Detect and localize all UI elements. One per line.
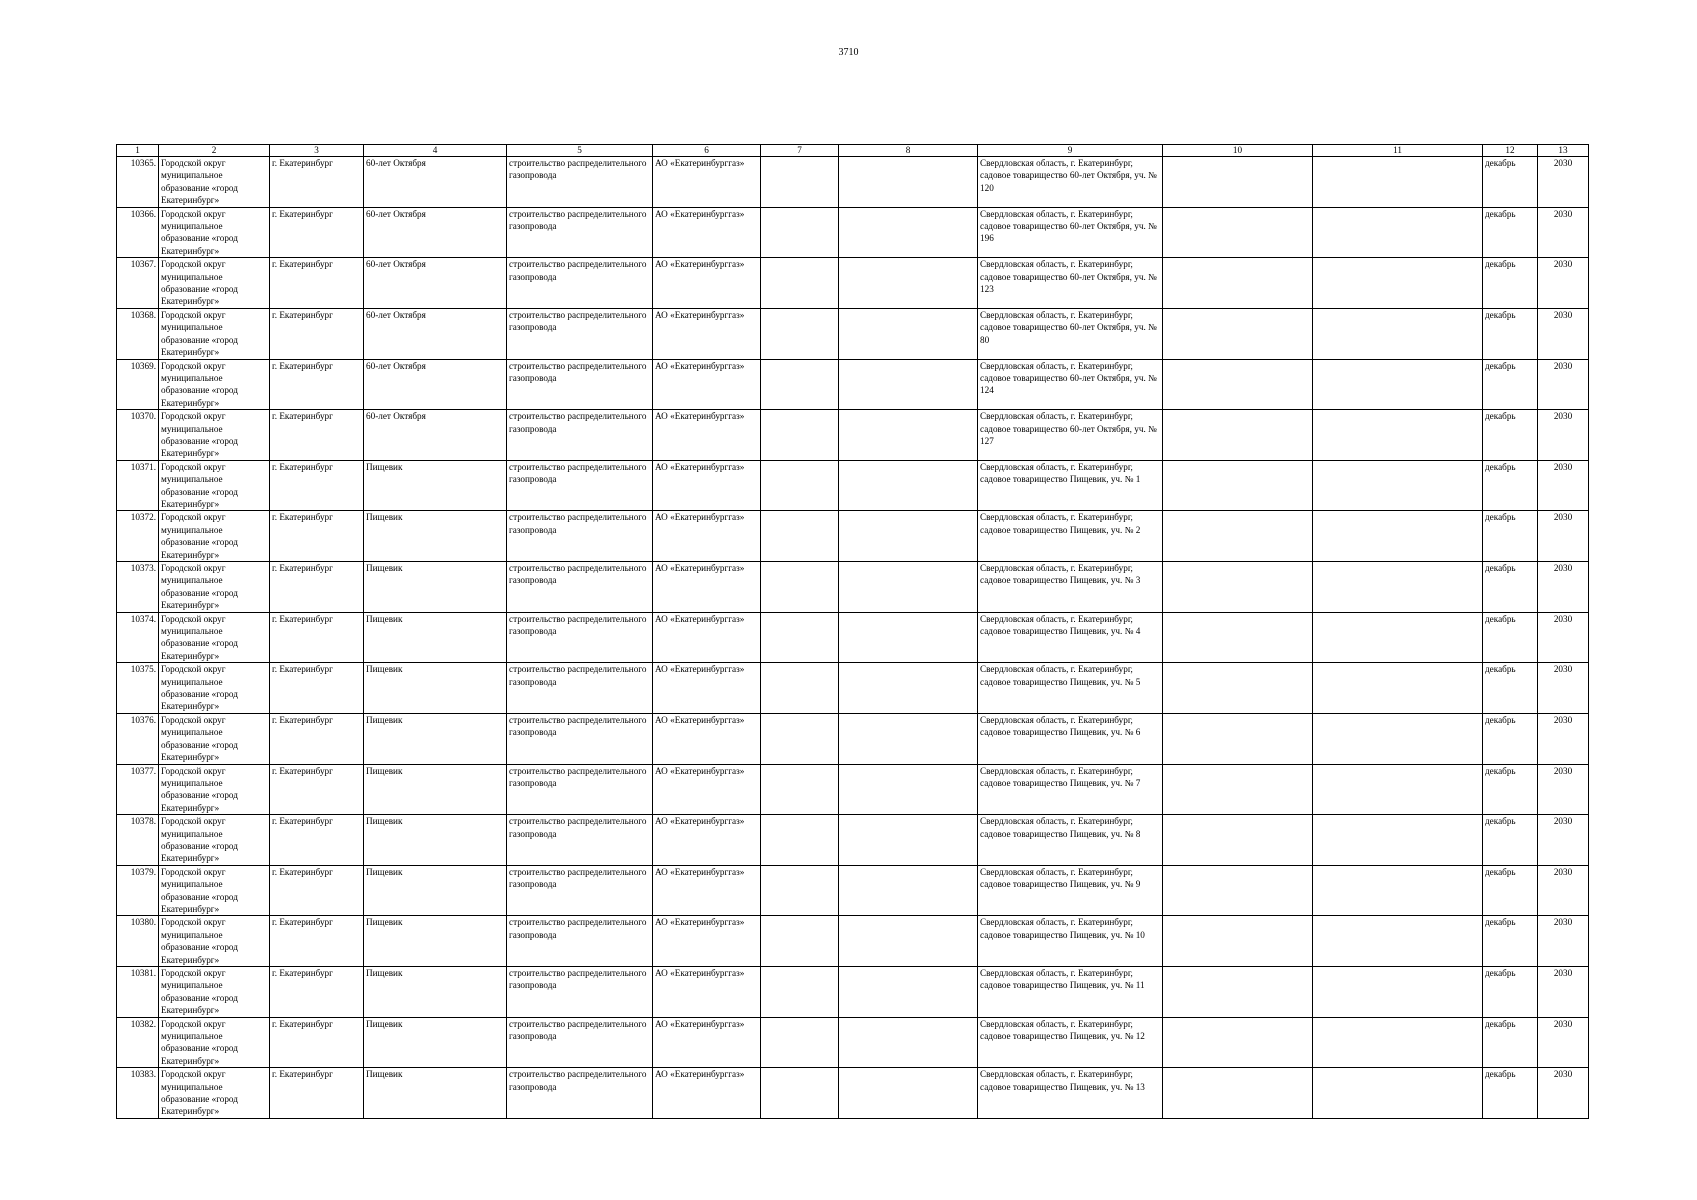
table-row — [117, 612, 1589, 663]
column-11-cell — [1313, 764, 1483, 815]
year-cell: 2030 — [1538, 511, 1589, 562]
municipality-cell: Городской округ муниципальное образование «город Екатеринбург» — [159, 663, 270, 714]
work-type-cell: строительство распределительного газопровода — [507, 359, 653, 410]
month-cell: декабрь — [1483, 815, 1538, 866]
settlement-cell: г. Екатеринбург — [270, 562, 364, 613]
municipality-cell: Городской округ муниципальное образование «город Екатеринбург» — [159, 916, 270, 967]
month-cell: декабрь — [1483, 916, 1538, 967]
settlement-cell: г. Екатеринбург — [270, 258, 364, 309]
operator-cell: АО «Екатеринбурггаз» — [653, 967, 761, 1018]
settlement-cell: г. Екатеринбург — [270, 865, 364, 916]
column-11-cell — [1313, 308, 1483, 359]
row-number-cell: 10371. — [117, 460, 159, 511]
settlement-cell: г. Екатеринбург — [270, 815, 364, 866]
address-cell: Свердловская область, г. Екатеринбург, садовое товарищество Пищевик, уч. № 3 — [978, 562, 1163, 613]
year-cell: 2030 — [1538, 815, 1589, 866]
column-7-cell — [761, 207, 839, 258]
column-10-cell — [1163, 1068, 1313, 1119]
settlement-cell: г. Екатеринбург — [270, 308, 364, 359]
table-row — [117, 1068, 1589, 1119]
operator-cell: АО «Екатеринбурггаз» — [653, 258, 761, 309]
municipality-cell: Городской округ муниципальное образование «город Екатеринбург» — [159, 562, 270, 613]
column-number-10: 10 — [1163, 145, 1313, 157]
table-row — [117, 865, 1589, 916]
work-type-cell: строительство распределительного газопровода — [507, 460, 653, 511]
location-cell: Пищевик — [364, 663, 507, 714]
row-number-cell: 10374. — [117, 612, 159, 663]
year-cell: 2030 — [1538, 157, 1589, 208]
column-7-cell — [761, 916, 839, 967]
operator-cell: АО «Екатеринбурггаз» — [653, 663, 761, 714]
month-cell: декабрь — [1483, 764, 1538, 815]
location-cell: Пищевик — [364, 815, 507, 866]
column-10-cell — [1163, 258, 1313, 309]
column-number-3: 3 — [270, 145, 364, 157]
work-type-cell: строительство распределительного газопровода — [507, 207, 653, 258]
row-number-cell: 10379. — [117, 865, 159, 916]
work-type-cell: строительство распределительного газопровода — [507, 511, 653, 562]
month-cell: декабрь — [1483, 359, 1538, 410]
column-number-12: 12 — [1483, 145, 1538, 157]
column-10-cell — [1163, 207, 1313, 258]
work-type-cell: строительство распределительного газопровода — [507, 764, 653, 815]
column-7-cell — [761, 612, 839, 663]
address-cell: Свердловская область, г. Екатеринбург, садовое товарищество Пищевик, уч. № 5 — [978, 663, 1163, 714]
settlement-cell: г. Екатеринбург — [270, 511, 364, 562]
column-11-cell — [1313, 1068, 1483, 1119]
column-11-cell — [1313, 157, 1483, 208]
column-number-13: 13 — [1538, 145, 1589, 157]
location-cell: Пищевик — [364, 916, 507, 967]
column-8-cell — [839, 612, 978, 663]
row-number-cell: 10370. — [117, 410, 159, 461]
column-8-cell — [839, 157, 978, 208]
column-10-cell — [1163, 511, 1313, 562]
municipality-cell: Городской округ муниципальное образование «город Екатеринбург» — [159, 713, 270, 764]
work-type-cell: строительство распределительного газопровода — [507, 410, 653, 461]
page-number: 3710 — [838, 47, 859, 58]
column-number-11: 11 — [1313, 145, 1483, 157]
year-cell: 2030 — [1538, 308, 1589, 359]
column-number-8: 8 — [839, 145, 978, 157]
settlement-cell: г. Екатеринбург — [270, 916, 364, 967]
column-8-cell — [839, 359, 978, 410]
municipality-cell: Городской округ муниципальное образование «город Екатеринбург» — [159, 157, 270, 208]
settlement-cell: г. Екатеринбург — [270, 967, 364, 1018]
column-10-cell — [1163, 612, 1313, 663]
month-cell: декабрь — [1483, 612, 1538, 663]
table-row — [117, 663, 1589, 714]
column-10-cell — [1163, 916, 1313, 967]
settlement-cell: г. Екатеринбург — [270, 460, 364, 511]
settlement-cell: г. Екатеринбург — [270, 359, 364, 410]
row-number-cell: 10377. — [117, 764, 159, 815]
column-10-cell — [1163, 764, 1313, 815]
location-cell: Пищевик — [364, 865, 507, 916]
table-row — [117, 511, 1589, 562]
column-7-cell — [761, 1017, 839, 1068]
column-11-cell — [1313, 460, 1483, 511]
settlement-cell: г. Екатеринбург — [270, 1017, 364, 1068]
column-8-cell — [839, 410, 978, 461]
year-cell: 2030 — [1538, 916, 1589, 967]
month-cell: декабрь — [1483, 1017, 1538, 1068]
column-7-cell — [761, 308, 839, 359]
column-11-cell — [1313, 663, 1483, 714]
address-cell: Свердловская область, г. Екатеринбург, садовое товарищество Пищевик, уч. № 12 — [978, 1017, 1163, 1068]
location-cell: Пищевик — [364, 511, 507, 562]
column-10-cell — [1163, 865, 1313, 916]
work-type-cell: строительство распределительного газопровода — [507, 1017, 653, 1068]
table-row — [117, 1017, 1589, 1068]
address-cell: Свердловская область, г. Екатеринбург, садовое товарищество Пищевик, уч. № 11 — [978, 967, 1163, 1018]
row-number-cell: 10378. — [117, 815, 159, 866]
work-type-cell: строительство распределительного газопровода — [507, 713, 653, 764]
work-type-cell: строительство распределительного газопровода — [507, 562, 653, 613]
column-10-cell — [1163, 460, 1313, 511]
column-8-cell — [839, 764, 978, 815]
year-cell: 2030 — [1538, 865, 1589, 916]
operator-cell: АО «Екатеринбурггаз» — [653, 916, 761, 967]
column-number-5: 5 — [507, 145, 653, 157]
column-10-cell — [1163, 359, 1313, 410]
column-8-cell — [839, 663, 978, 714]
operator-cell: АО «Екатеринбурггаз» — [653, 410, 761, 461]
settlement-cell: г. Екатеринбург — [270, 1068, 364, 1119]
column-10-cell — [1163, 1017, 1313, 1068]
operator-cell: АО «Екатеринбурггаз» — [653, 359, 761, 410]
location-cell: Пищевик — [364, 460, 507, 511]
column-8-cell — [839, 207, 978, 258]
column-number-1: 1 — [117, 145, 159, 157]
location-cell: Пищевик — [364, 562, 507, 613]
row-number-cell: 10366. — [117, 207, 159, 258]
column-8-cell — [839, 713, 978, 764]
row-number-cell: 10383. — [117, 1068, 159, 1119]
operator-cell: АО «Екатеринбурггаз» — [653, 460, 761, 511]
operator-cell: АО «Екатеринбурггаз» — [653, 612, 761, 663]
work-type-cell: строительство распределительного газопровода — [507, 663, 653, 714]
location-cell: 60-лет Октября — [364, 410, 507, 461]
settlement-cell: г. Екатеринбург — [270, 410, 364, 461]
operator-cell: АО «Екатеринбурггаз» — [653, 157, 761, 208]
column-7-cell — [761, 1068, 839, 1119]
year-cell: 2030 — [1538, 258, 1589, 309]
table-row — [117, 207, 1589, 258]
row-number-cell: 10381. — [117, 967, 159, 1018]
column-10-cell — [1163, 308, 1313, 359]
year-cell: 2030 — [1538, 1017, 1589, 1068]
column-10-cell — [1163, 663, 1313, 714]
column-7-cell — [761, 967, 839, 1018]
work-type-cell: строительство распределительного газопровода — [507, 865, 653, 916]
location-cell: Пищевик — [364, 1068, 507, 1119]
address-cell: Свердловская область, г. Екатеринбург, садовое товарищество Пищевик, уч. № 13 — [978, 1068, 1163, 1119]
column-10-cell — [1163, 815, 1313, 866]
municipality-cell: Городской округ муниципальное образование «город Екатеринбург» — [159, 764, 270, 815]
column-11-cell — [1313, 410, 1483, 461]
operator-cell: АО «Екатеринбурггаз» — [653, 815, 761, 866]
table-row — [117, 967, 1589, 1018]
municipality-cell: Городской округ муниципальное образование «город Екатеринбург» — [159, 612, 270, 663]
address-cell: Свердловская область, г. Екатеринбург, садовое товарищество Пищевик, уч. № 4 — [978, 612, 1163, 663]
month-cell: декабрь — [1483, 663, 1538, 714]
year-cell: 2030 — [1538, 1068, 1589, 1119]
work-type-cell: строительство распределительного газопровода — [507, 967, 653, 1018]
address-cell: Свердловская область, г. Екатеринбург, садовое товарищество Пищевик, уч. № 9 — [978, 865, 1163, 916]
row-number-cell: 10373. — [117, 562, 159, 613]
month-cell: декабрь — [1483, 308, 1538, 359]
column-7-cell — [761, 764, 839, 815]
work-type-cell: строительство распределительного газопровода — [507, 815, 653, 866]
column-number-4: 4 — [364, 145, 507, 157]
row-number-cell: 10382. — [117, 1017, 159, 1068]
address-cell: Свердловская область, г. Екатеринбург, садовое товарищество Пищевик, уч. № 2 — [978, 511, 1163, 562]
work-type-cell: строительство распределительного газопровода — [507, 308, 653, 359]
column-7-cell — [761, 359, 839, 410]
column-7-cell — [761, 713, 839, 764]
table-row — [117, 410, 1589, 461]
column-11-cell — [1313, 359, 1483, 410]
column-11-cell — [1313, 1017, 1483, 1068]
address-cell: Свердловская область, г. Екатеринбург, садовое товарищество 60-лет Октября, уч. № 123 — [978, 258, 1163, 309]
operator-cell: АО «Екатеринбурггаз» — [653, 511, 761, 562]
municipality-cell: Городской округ муниципальное образование «город Екатеринбург» — [159, 359, 270, 410]
column-number-row — [117, 145, 1589, 157]
address-cell: Свердловская область, г. Екатеринбург, садовое товарищество Пищевик, уч. № 1 — [978, 460, 1163, 511]
month-cell: декабрь — [1483, 410, 1538, 461]
municipality-cell: Городской округ муниципальное образование «город Екатеринбург» — [159, 207, 270, 258]
table-row — [117, 258, 1589, 309]
settlement-cell: г. Екатеринбург — [270, 713, 364, 764]
row-number-cell: 10376. — [117, 713, 159, 764]
operator-cell: АО «Екатеринбурггаз» — [653, 1068, 761, 1119]
month-cell: декабрь — [1483, 1068, 1538, 1119]
location-cell: Пищевик — [364, 764, 507, 815]
table-row — [117, 562, 1589, 613]
address-cell: Свердловская область, г. Екатеринбург, садовое товарищество 60-лет Октября, уч. № 124 — [978, 359, 1163, 410]
month-cell: декабрь — [1483, 713, 1538, 764]
table-row — [117, 157, 1589, 208]
address-cell: Свердловская область, г. Екатеринбург, садовое товарищество Пищевик, уч. № 6 — [978, 713, 1163, 764]
column-7-cell — [761, 562, 839, 613]
column-10-cell — [1163, 562, 1313, 613]
register-table — [116, 144, 1589, 1119]
year-cell: 2030 — [1538, 663, 1589, 714]
table-row — [117, 308, 1589, 359]
year-cell: 2030 — [1538, 562, 1589, 613]
address-cell: Свердловская область, г. Екатеринбург, садовое товарищество Пищевик, уч. № 7 — [978, 764, 1163, 815]
year-cell: 2030 — [1538, 764, 1589, 815]
year-cell: 2030 — [1538, 967, 1589, 1018]
column-10-cell — [1163, 967, 1313, 1018]
year-cell: 2030 — [1538, 207, 1589, 258]
year-cell: 2030 — [1538, 713, 1589, 764]
settlement-cell: г. Екатеринбург — [270, 157, 364, 208]
column-7-cell — [761, 460, 839, 511]
column-7-cell — [761, 157, 839, 208]
month-cell: декабрь — [1483, 967, 1538, 1018]
municipality-cell: Городской округ муниципальное образование «город Екатеринбург» — [159, 967, 270, 1018]
column-11-cell — [1313, 511, 1483, 562]
address-cell: Свердловская область, г. Екатеринбург, садовое товарищество 60-лет Октября, уч. № 120 — [978, 157, 1163, 208]
settlement-cell: г. Екатеринбург — [270, 663, 364, 714]
address-cell: Свердловская область, г. Екатеринбург, садовое товарищество Пищевик, уч. № 8 — [978, 815, 1163, 866]
table-row — [117, 359, 1589, 410]
month-cell: декабрь — [1483, 562, 1538, 613]
location-cell: Пищевик — [364, 713, 507, 764]
operator-cell: АО «Екатеринбурггаз» — [653, 764, 761, 815]
column-number-7: 7 — [761, 145, 839, 157]
settlement-cell: г. Екатеринбург — [270, 764, 364, 815]
location-cell: 60-лет Октября — [364, 258, 507, 309]
operator-cell: АО «Екатеринбурггаз» — [653, 1017, 761, 1068]
year-cell: 2030 — [1538, 359, 1589, 410]
municipality-cell: Городской округ муниципальное образование «город Екатеринбург» — [159, 815, 270, 866]
operator-cell: АО «Екатеринбурггаз» — [653, 308, 761, 359]
column-8-cell — [839, 258, 978, 309]
work-type-cell: строительство распределительного газопровода — [507, 1068, 653, 1119]
column-8-cell — [839, 308, 978, 359]
municipality-cell: Городской округ муниципальное образование «город Екатеринбург» — [159, 1017, 270, 1068]
operator-cell: АО «Екатеринбурггаз» — [653, 713, 761, 764]
municipality-cell: Городской округ муниципальное образование «город Екатеринбург» — [159, 511, 270, 562]
municipality-cell: Городской округ муниципальное образование «город Екатеринбург» — [159, 258, 270, 309]
column-7-cell — [761, 511, 839, 562]
column-11-cell — [1313, 815, 1483, 866]
column-8-cell — [839, 1068, 978, 1119]
year-cell: 2030 — [1538, 460, 1589, 511]
municipality-cell: Городской округ муниципальное образование «город Екатеринбург» — [159, 1068, 270, 1119]
year-cell: 2030 — [1538, 410, 1589, 461]
column-11-cell — [1313, 207, 1483, 258]
column-11-cell — [1313, 713, 1483, 764]
month-cell: декабрь — [1483, 258, 1538, 309]
column-7-cell — [761, 663, 839, 714]
table-row — [117, 916, 1589, 967]
location-cell: 60-лет Октября — [364, 157, 507, 208]
address-cell: Свердловская область, г. Екатеринбург, садовое товарищество 60-лет Октября, уч. № 196 — [978, 207, 1163, 258]
municipality-cell: Городской округ муниципальное образование «город Екатеринбург» — [159, 308, 270, 359]
month-cell: декабрь — [1483, 460, 1538, 511]
column-number-9: 9 — [978, 145, 1163, 157]
column-7-cell — [761, 258, 839, 309]
work-type-cell: строительство распределительного газопровода — [507, 258, 653, 309]
operator-cell: АО «Екатеринбурггаз» — [653, 865, 761, 916]
operator-cell: АО «Екатеринбурггаз» — [653, 562, 761, 613]
month-cell: декабрь — [1483, 207, 1538, 258]
table-header — [117, 145, 1589, 157]
table-row — [117, 713, 1589, 764]
column-8-cell — [839, 460, 978, 511]
column-7-cell — [761, 410, 839, 461]
location-cell: Пищевик — [364, 612, 507, 663]
municipality-cell: Городской округ муниципальное образование «город Екатеринбург» — [159, 865, 270, 916]
column-8-cell — [839, 967, 978, 1018]
column-8-cell — [839, 562, 978, 613]
operator-cell: АО «Екатеринбурггаз» — [653, 207, 761, 258]
location-cell: 60-лет Октября — [364, 308, 507, 359]
row-number-cell: 10369. — [117, 359, 159, 410]
month-cell: декабрь — [1483, 157, 1538, 208]
column-10-cell — [1163, 157, 1313, 208]
location-cell: 60-лет Октября — [364, 207, 507, 258]
table-row — [117, 460, 1589, 511]
row-number-cell: 10365. — [117, 157, 159, 208]
work-type-cell: строительство распределительного газопровода — [507, 612, 653, 663]
work-type-cell: строительство распределительного газопровода — [507, 916, 653, 967]
settlement-cell: г. Екатеринбург — [270, 612, 364, 663]
column-7-cell — [761, 815, 839, 866]
column-11-cell — [1313, 865, 1483, 916]
column-11-cell — [1313, 258, 1483, 309]
column-8-cell — [839, 1017, 978, 1068]
row-number-cell: 10368. — [117, 308, 159, 359]
column-8-cell — [839, 511, 978, 562]
settlement-cell: г. Екатеринбург — [270, 207, 364, 258]
table-row — [117, 815, 1589, 866]
month-cell: декабрь — [1483, 511, 1538, 562]
column-number-2: 2 — [159, 145, 270, 157]
row-number-cell: 10367. — [117, 258, 159, 309]
year-cell: 2030 — [1538, 612, 1589, 663]
location-cell: Пищевик — [364, 967, 507, 1018]
column-11-cell — [1313, 612, 1483, 663]
column-8-cell — [839, 815, 978, 866]
column-10-cell — [1163, 410, 1313, 461]
column-7-cell — [761, 865, 839, 916]
address-cell: Свердловская область, г. Екатеринбург, садовое товарищество Пищевик, уч. № 10 — [978, 916, 1163, 967]
row-number-cell: 10372. — [117, 511, 159, 562]
municipality-cell: Городской округ муниципальное образование «город Екатеринбург» — [159, 460, 270, 511]
address-cell: Свердловская область, г. Екатеринбург, садовое товарищество 60-лет Октября, уч. № 80 — [978, 308, 1163, 359]
address-cell: Свердловская область, г. Екатеринбург, садовое товарищество 60-лет Октября, уч. № 127 — [978, 410, 1163, 461]
table-body — [117, 157, 1589, 1119]
municipality-cell: Городской округ муниципальное образование «город Екатеринбург» — [159, 410, 270, 461]
month-cell: декабрь — [1483, 865, 1538, 916]
column-11-cell — [1313, 562, 1483, 613]
column-8-cell — [839, 916, 978, 967]
column-11-cell — [1313, 967, 1483, 1018]
column-11-cell — [1313, 916, 1483, 967]
row-number-cell: 10375. — [117, 663, 159, 714]
table-row — [117, 764, 1589, 815]
location-cell: Пищевик — [364, 1017, 507, 1068]
work-type-cell: строительство распределительного газопровода — [507, 157, 653, 208]
column-8-cell — [839, 865, 978, 916]
column-number-6: 6 — [653, 145, 761, 157]
row-number-cell: 10380. — [117, 916, 159, 967]
column-10-cell — [1163, 713, 1313, 764]
location-cell: 60-лет Октября — [364, 359, 507, 410]
